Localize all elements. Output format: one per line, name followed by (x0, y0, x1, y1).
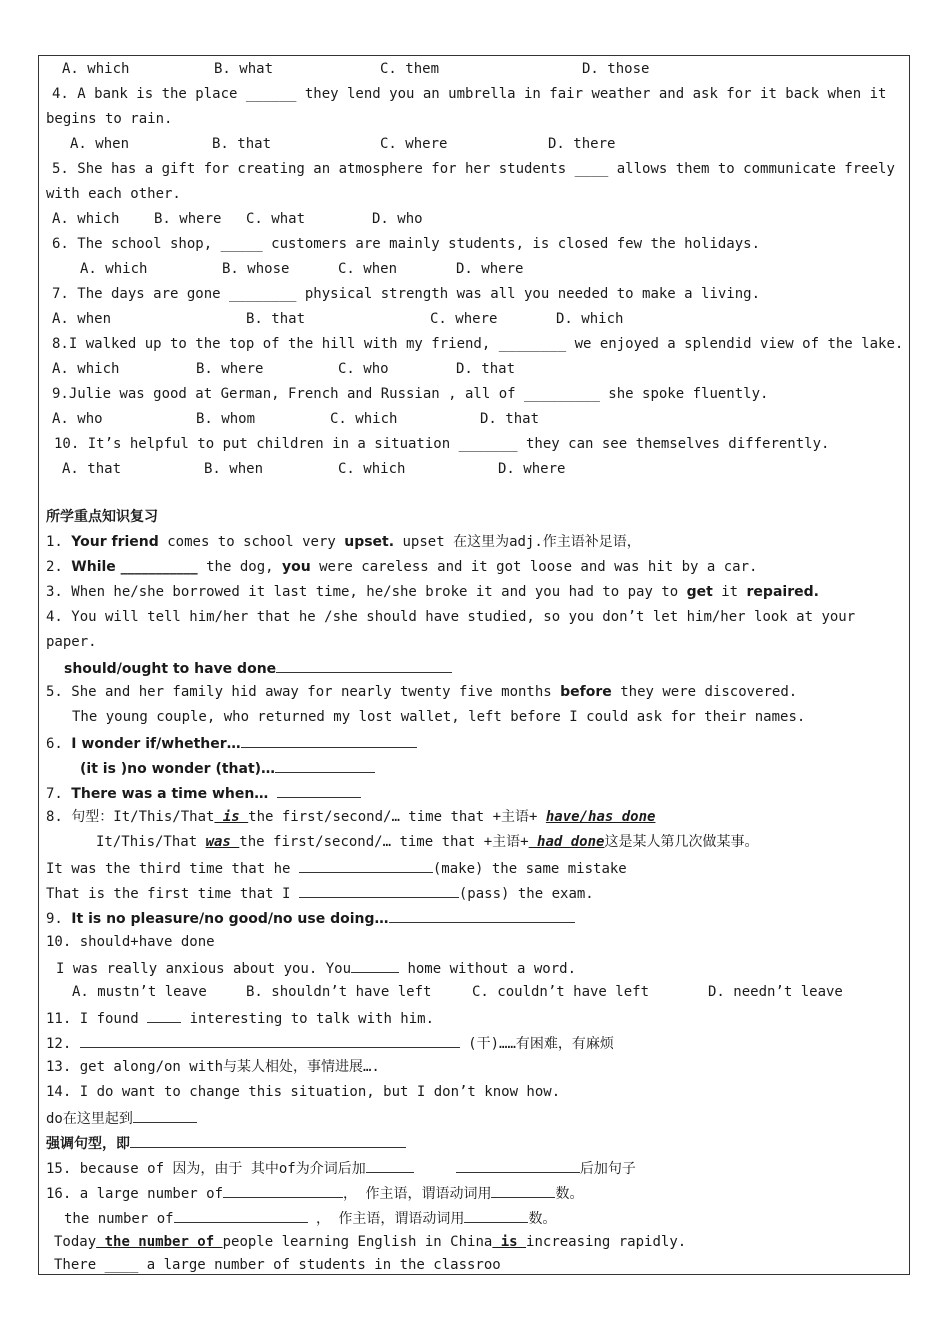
review-item-8-ex2: That is the first time that I (pass) the exam. (46, 883, 594, 903)
review-item-9: 9. It is no pleasure/no good/no use doing… (46, 908, 575, 928)
review-item-11: 11. I found interesting to talk with him. (46, 1008, 434, 1028)
review-item-14: 14. I do want to change this situation, but I don’t know how. (46, 1084, 561, 1100)
option-b: B. where (196, 361, 264, 377)
answer-blank[interactable] (456, 1158, 580, 1173)
review-item-5-example: The young couple, who returned my lost wallet, left before I could ask for their names. (72, 709, 806, 725)
option-a: A. mustn’t leave (72, 984, 207, 1000)
option-d: D. which (556, 311, 624, 327)
answer-blank[interactable] (276, 658, 452, 673)
option-d: D. that (456, 361, 516, 377)
option-b: B. that (246, 311, 306, 327)
answer-blank[interactable] (351, 958, 399, 973)
review-heading: 所学重点知识复习 (46, 509, 158, 525)
review-item-16b: the number of ， 作主语，谓语动词用 数。 (64, 1208, 556, 1228)
answer-blank[interactable] (147, 1008, 181, 1023)
option-a: A. which (52, 361, 120, 377)
option-b: B. shouldn’t have left (246, 984, 432, 1000)
answer-blank[interactable] (241, 733, 417, 748)
option-b: B. when (204, 461, 264, 477)
review-item-17: There ____ a large number of students in the classroo (54, 1257, 501, 1273)
answer-blank[interactable] (389, 908, 575, 923)
q5-stem: 5. She has a gift for creating an atmosphere for her students ____ allows them to communicate freely (52, 161, 895, 177)
option-b: B. whose (222, 261, 290, 277)
review-item-16-example: Today the number of people learning English in China is increasing rapidly. (54, 1234, 687, 1250)
option-d: D. needn’t leave (708, 984, 843, 1000)
q9-stem: 9.Julie was good at German, French and Russian , all of _________ she spoke fluently. (52, 386, 769, 402)
q8-stem: 8.I walked up to the top of the hill with my friend, ________ we enjoyed a splendid view of the lake. (52, 336, 904, 352)
review-item-15: 15. because of 因为，由于 其中of为介词后加 后加句子 (46, 1158, 636, 1178)
review-item-6b: (it is )no wonder (that)… (80, 758, 375, 778)
option-c: C. where (430, 311, 498, 327)
answer-blank[interactable] (174, 1208, 308, 1223)
review-item-8b: It/This/That was the first/second/… time that +主语+ had done这是某人第几次做某事。 (96, 834, 759, 850)
answer-blank[interactable] (130, 1133, 406, 1148)
option-c: C. what (246, 211, 306, 227)
review-item-8-ex1: It was the third time that he (make) the same mistake (46, 858, 627, 878)
answer-blank[interactable] (275, 758, 375, 773)
option-a: A. who (52, 411, 103, 427)
review-item-8: 8. 句型：It/This/That is the first/second/… time that +主语+ have/has done (46, 809, 656, 825)
answer-blank[interactable] (491, 1183, 555, 1198)
review-item-16: 16. a large number of ， 作主语，谓语动词用 数。 (46, 1183, 583, 1203)
option-d: D. those (582, 61, 650, 77)
option-d: D. where (456, 261, 524, 277)
review-item-4: 4. You will tell him/her that he /she should have studied, so you don’t let him/her look at your (46, 609, 856, 625)
review-item-14-emphasis: 强调句型，即 (46, 1133, 406, 1153)
q4-stem: 4. A bank is the place ______ they lend you an umbrella in fair weather and ask for it back when it (52, 86, 887, 102)
review-item-2: 2. While ___________ the dog, you were careless and it got loose and was hit by a car. (46, 559, 758, 575)
pattern-should-have-done: should/ought to have done (64, 658, 452, 678)
option-c: C. which (330, 411, 398, 427)
option-d: D. where (498, 461, 566, 477)
answer-blank[interactable] (464, 1208, 528, 1223)
answer-blank[interactable] (223, 1183, 343, 1198)
q10-stem: 10. It’s helpful to put children in a situation _______ they can see themselves differently. (54, 436, 830, 452)
option-c: C. where (380, 136, 448, 152)
q5-stem-cont: with each other. (46, 186, 181, 202)
answer-blank[interactable] (277, 783, 361, 798)
option-c: C. which (338, 461, 406, 477)
review-item-1: 1. Your friend comes to school very upset. upset 在这里为adj.作主语补足语， (46, 534, 641, 550)
review-item-14-do: do在这里起到 (46, 1108, 197, 1128)
answer-blank[interactable] (80, 1033, 460, 1048)
review-item-6: 6. I wonder if/whether… (46, 733, 417, 753)
option-a: A. which (52, 211, 120, 227)
option-a: A. which (62, 61, 130, 77)
option-b: B. that (212, 136, 272, 152)
option-b: B. whom (196, 411, 256, 427)
option-a: A. which (80, 261, 148, 277)
option-c: C. who (338, 361, 389, 377)
review-item-13: 13. get along/on with与某人相处，事情进展…. (46, 1059, 380, 1075)
option-a: A. when (70, 136, 130, 152)
review-item-10-question: I was really anxious about you. You home without a word. (56, 958, 576, 978)
review-item-7: 7. There was a time when… (46, 783, 361, 803)
option-c: C. couldn’t have left (472, 984, 650, 1000)
answer-blank[interactable] (133, 1108, 197, 1123)
review-item-3: 3. When he/she borrowed it last time, he/she broke it and you had to pay to get it repaired. (46, 584, 819, 600)
q7-stem: 7. The days are gone ________ physical strength was all you needed to make a living. (52, 286, 761, 302)
review-item-12: 12. (干)……有困难，有麻烦 (46, 1033, 614, 1053)
option-a: A. when (52, 311, 112, 327)
answer-blank[interactable] (299, 883, 459, 898)
review-item-10-title: 10. should+have done (46, 934, 215, 950)
review-item-4-cont: paper. (46, 634, 97, 650)
option-b: B. where (154, 211, 222, 227)
review-item-5: 5. She and her family hid away for nearly twenty five months before they were discovered. (46, 684, 798, 700)
option-d: D. who (372, 211, 423, 227)
answer-blank[interactable] (299, 858, 433, 873)
option-c: C. them (380, 61, 440, 77)
option-b: B. what (214, 61, 274, 77)
option-c: C. when (338, 261, 398, 277)
answer-blank[interactable] (366, 1158, 414, 1173)
option-a: A. that (62, 461, 122, 477)
option-d: D. that (480, 411, 540, 427)
option-d: D. there (548, 136, 616, 152)
q6-stem: 6. The school shop, _____ customers are mainly students, is closed few the holidays. (52, 236, 761, 252)
q4-stem-cont: begins to rain. (46, 111, 173, 127)
